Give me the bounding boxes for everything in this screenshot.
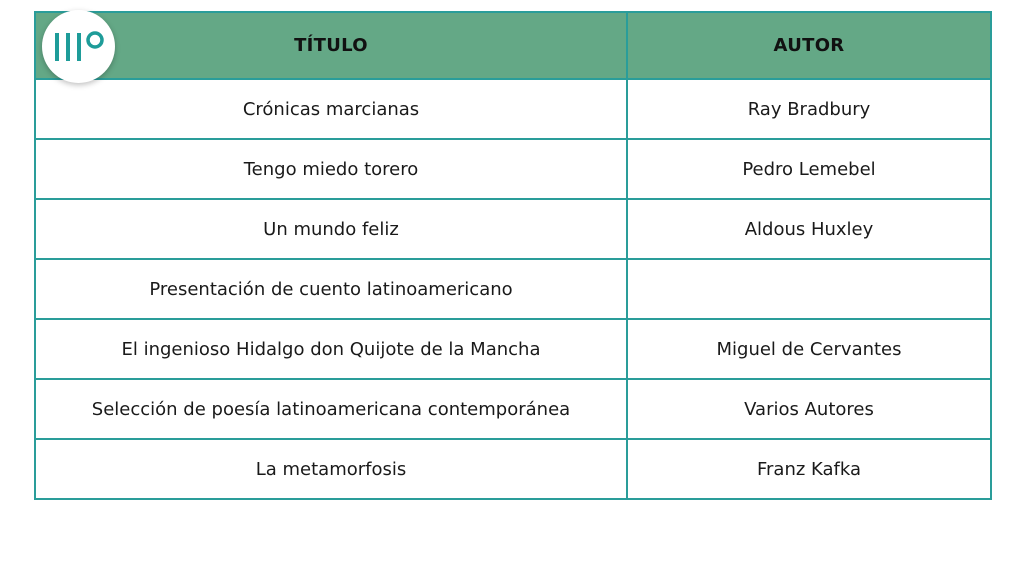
logo-badge — [42, 10, 115, 83]
cell-author: Miguel de Cervantes — [627, 319, 991, 379]
cell-author: Franz Kafka — [627, 439, 991, 499]
table-row — [35, 439, 991, 499]
cell-title: Selección de poesía latinoamericana contemporánea — [35, 379, 627, 439]
cell-title: Un mundo feliz — [35, 199, 627, 259]
cell-title: Crónicas marcianas — [35, 79, 627, 139]
book-table-container — [34, 11, 990, 500]
table-row — [35, 139, 991, 199]
header-title: TÍTULO — [35, 12, 627, 79]
table-row — [35, 379, 991, 439]
cell-title: El ingenioso Hidalgo don Quijote de la Mancha — [35, 319, 627, 379]
cell-author: Aldous Huxley — [627, 199, 991, 259]
bars-circle-logo-icon — [51, 29, 107, 65]
table-row — [35, 199, 991, 259]
cell-author: Varios Autores — [627, 379, 991, 439]
cell-title: La metamorfosis — [35, 439, 627, 499]
cell-title: Tengo miedo torero — [35, 139, 627, 199]
header-author: AUTOR — [627, 12, 991, 79]
table-header-row — [35, 12, 991, 79]
cell-author — [627, 259, 991, 319]
table-row — [35, 259, 991, 319]
table-row — [35, 319, 991, 379]
cell-title: Presentación de cuento latinoamericano — [35, 259, 627, 319]
table-row — [35, 79, 991, 139]
book-table — [34, 11, 992, 500]
cell-author: Ray Bradbury — [627, 79, 991, 139]
cell-author: Pedro Lemebel — [627, 139, 991, 199]
